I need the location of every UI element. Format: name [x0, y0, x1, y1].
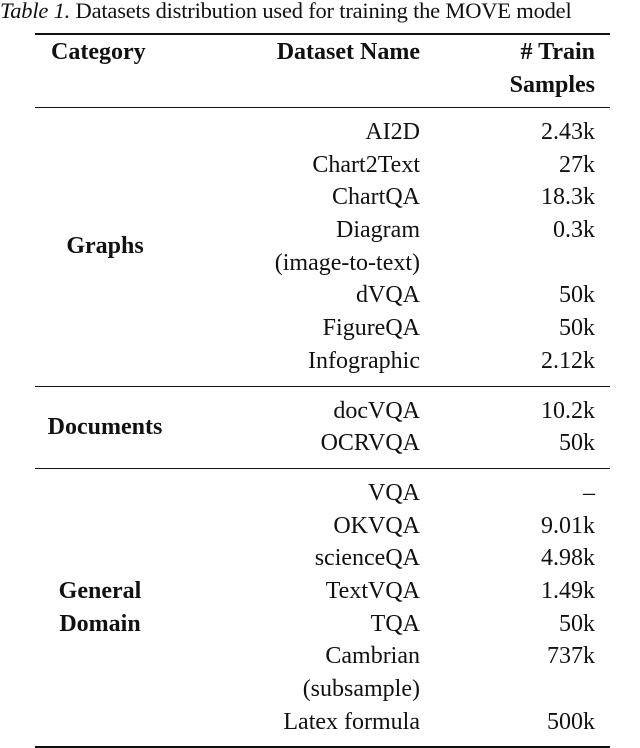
table-row [205, 427, 595, 460]
train-samples: 50k [559, 610, 595, 637]
table-row [205, 312, 595, 345]
train-samples: – [583, 479, 595, 506]
table-row [205, 542, 595, 575]
dataset-name: AI2D [365, 119, 420, 145]
dataset-name: FigureQA [322, 315, 420, 342]
train-samples: 0.3k [553, 217, 595, 244]
table-row [205, 345, 595, 378]
train-samples: 1.49k [541, 577, 595, 604]
train-samples: 18.3k [541, 184, 595, 211]
table-row [205, 395, 595, 428]
group-rows [205, 477, 595, 739]
header-samples-line1: # Train [520, 39, 595, 65]
table-row [205, 706, 595, 739]
dataset-name: Infographic [308, 347, 420, 374]
dataset-name: OKVQA [333, 512, 420, 539]
dataset-name: OCRVQA [320, 430, 420, 457]
caption-text: Datasets distribution used for training the MOVE model [70, 0, 572, 23]
table-header [35, 35, 610, 108]
category-label: General Domain [58, 577, 142, 637]
dataset-name: Latex formula [283, 708, 420, 735]
dataset-name: ChartQA [332, 184, 420, 211]
train-samples: 4.98k [541, 545, 595, 572]
caption-label: Table 1. [0, 0, 71, 23]
train-samples [420, 673, 595, 706]
dataset-name: scienceQA [314, 545, 420, 572]
train-samples: 50k [559, 430, 595, 457]
train-samples: 50k [559, 315, 595, 342]
train-samples [420, 247, 595, 280]
category-label: Documents [47, 413, 163, 440]
dataset-name: dVQA [356, 282, 420, 309]
header-samples-line2: Samples [509, 72, 595, 98]
table-row [205, 279, 595, 312]
table-row [205, 149, 595, 182]
group-rows [205, 116, 595, 378]
table-row [205, 181, 595, 214]
dataset-name: Cambrian [325, 643, 420, 670]
table-group [35, 108, 610, 386]
table-row [205, 214, 595, 247]
table-caption [0, 0, 640, 24]
table-row [205, 477, 595, 510]
table-row [205, 575, 595, 608]
train-samples: 2.12k [541, 347, 595, 374]
dataset-name: TextVQA [325, 577, 420, 604]
table-row [205, 640, 595, 673]
table-body [35, 108, 610, 746]
dataset-name: TQA [370, 610, 420, 637]
header-category: Category [51, 39, 146, 65]
table-group [35, 468, 610, 747]
table-row [205, 116, 595, 149]
table-group [35, 386, 610, 468]
header-dataset-name: Dataset Name [276, 39, 420, 65]
table-row [205, 673, 595, 706]
train-samples: 737k [547, 643, 595, 670]
dataset-name: VQA [368, 479, 420, 506]
datasets-table [35, 33, 610, 748]
dataset-name: (image-to-text) [274, 249, 420, 276]
header-train-samples [420, 35, 595, 107]
table-row [205, 510, 595, 543]
train-samples: 500k [547, 708, 595, 735]
train-samples: 10.2k [541, 397, 595, 424]
dataset-name: Diagram [336, 217, 420, 244]
group-rows [205, 395, 595, 460]
dataset-name: Chart2Text [312, 151, 420, 178]
table-row [205, 247, 595, 280]
dataset-name: docVQA [333, 397, 420, 424]
category-label: Graphs [66, 233, 144, 260]
train-samples: 2.43k [541, 119, 595, 145]
dataset-name: (subsample) [302, 676, 420, 702]
train-samples: 50k [559, 282, 595, 309]
train-samples: 9.01k [541, 512, 595, 539]
table-row [205, 608, 595, 641]
train-samples: 27k [559, 151, 595, 178]
